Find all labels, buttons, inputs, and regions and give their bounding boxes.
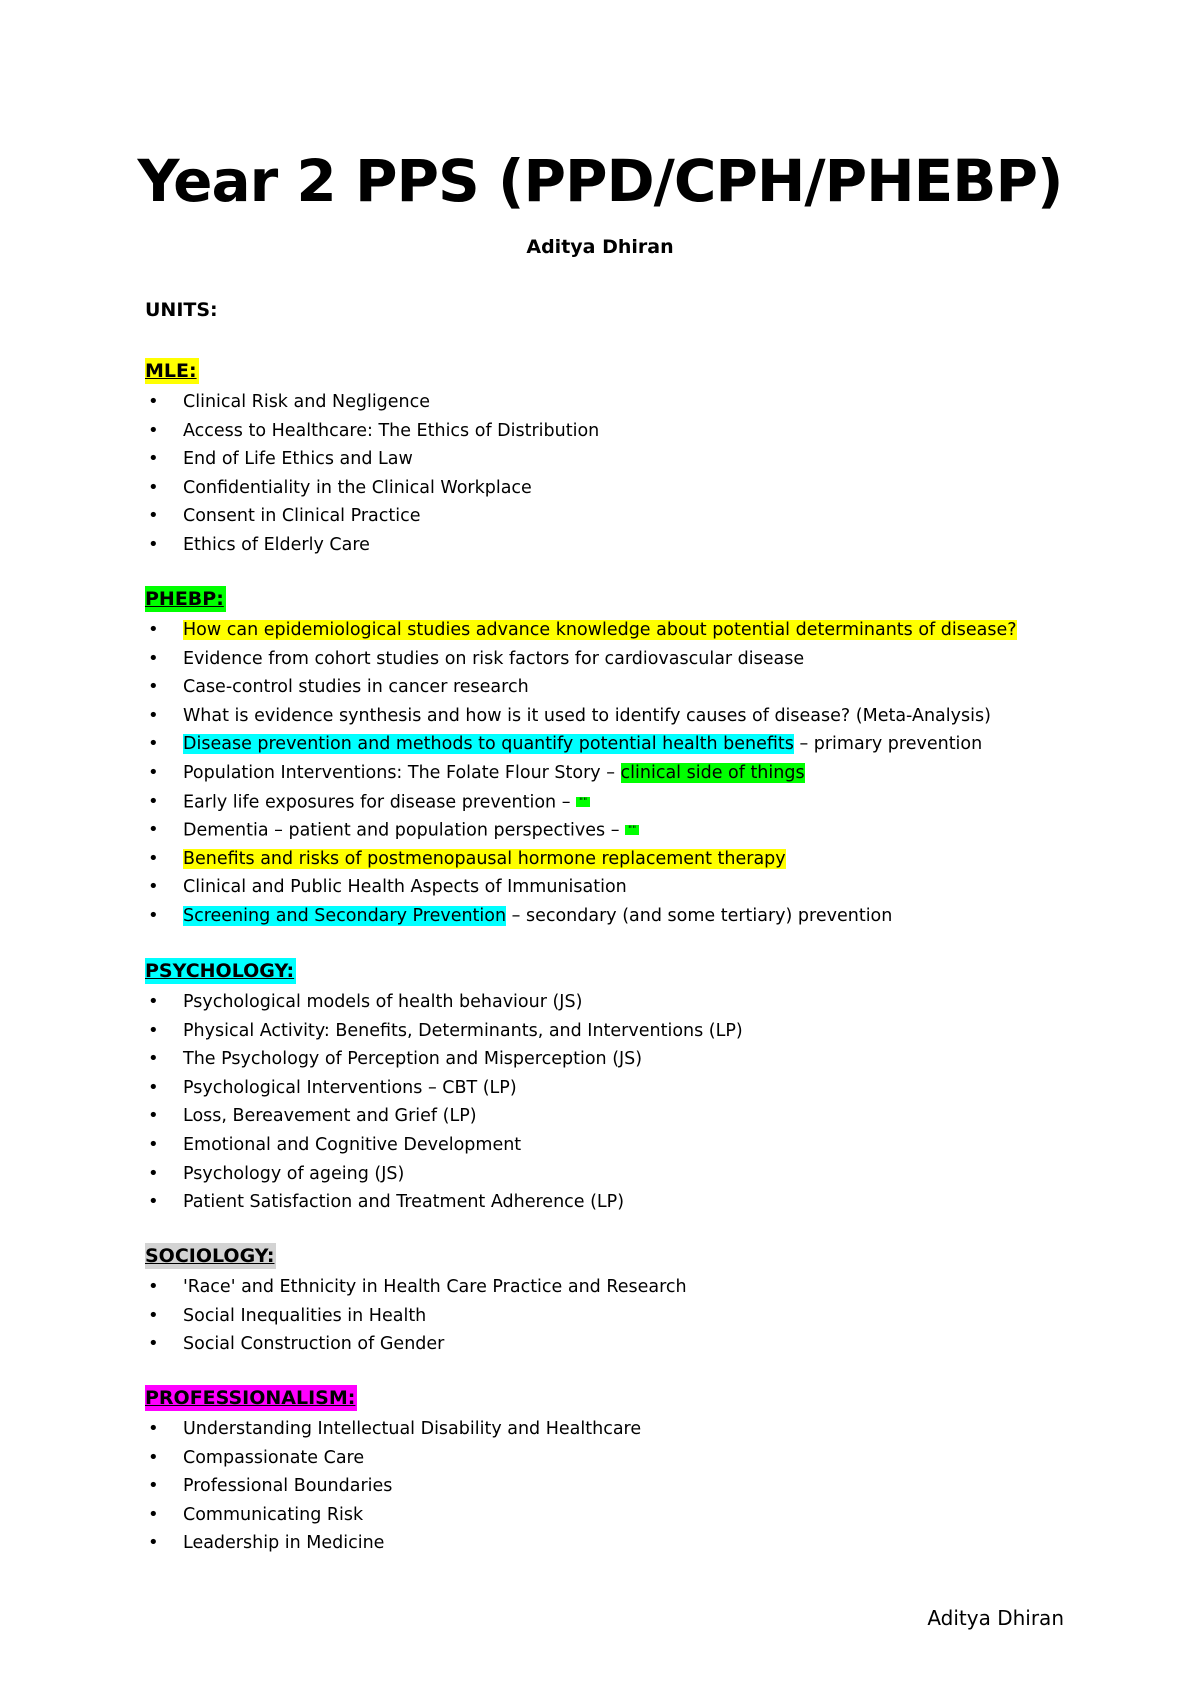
bullet-icon: • xyxy=(148,676,159,698)
list-item xyxy=(145,788,1085,817)
list-item-text: Early life exposures for disease prevention – xyxy=(183,791,577,812)
list-item-text: Case-control studies in cancer research xyxy=(183,677,529,698)
list-item xyxy=(145,702,1085,731)
list-item-text: Clinical and Public Health Aspects of Immunisation xyxy=(183,877,627,898)
list-item xyxy=(145,502,1085,531)
list-item-text: Emotional and Cognitive Development xyxy=(183,1134,522,1155)
list-item-text: Compassionate Care xyxy=(183,1447,365,1468)
section-heading-psychology: PSYCHOLOGY: xyxy=(145,960,295,982)
bullet-icon: • xyxy=(148,1418,159,1439)
bullet-icon: • xyxy=(148,991,159,1012)
list-item-text: Loss, Bereavement and Grief (LP) xyxy=(183,1106,477,1127)
list-item xyxy=(145,388,1085,417)
list-item-text: Social Construction of Gender xyxy=(183,1334,445,1355)
list-item-text-highlighted: Benefits and risks of postmenopausal hormone replacement therapy xyxy=(183,848,786,869)
list-item-text: Consent in Clinical Practice xyxy=(183,506,421,527)
list-item xyxy=(145,873,1085,902)
list-item-text: Psychological models of health behaviour (JS) xyxy=(183,992,583,1012)
psychology-list xyxy=(145,988,1085,1217)
list-item xyxy=(145,1188,1085,1217)
list-item-text: The Psychology of Perception and Misperception (JS) xyxy=(183,1049,643,1070)
bullet-icon: • xyxy=(148,1532,159,1554)
list-item-text-highlighted: Disease prevention and methods to quantify potential health benefits xyxy=(183,734,794,755)
list-item xyxy=(145,474,1085,503)
bullet-icon: • xyxy=(148,904,159,926)
list-item xyxy=(145,645,1085,674)
list-item xyxy=(145,1045,1085,1074)
list-item xyxy=(145,1444,1085,1473)
bullet-icon: • xyxy=(148,1076,159,1098)
bullet-icon: • xyxy=(148,619,159,640)
list-item-text: Dementia – patient and population perspectives – xyxy=(183,820,626,841)
bullet-icon: • xyxy=(148,1019,159,1041)
bullet-icon: • xyxy=(148,1276,159,1297)
ditto-mark-highlighted: "" xyxy=(576,797,590,807)
list-item-text: End of Life Ethics and Law xyxy=(183,449,413,470)
list-item xyxy=(145,1330,1085,1359)
list-item-text: Population Interventions: The Folate Flour Story – xyxy=(183,762,621,783)
list-item-text: Access to Healthcare: The Ethics of Distribution xyxy=(183,420,600,441)
list-item xyxy=(145,1102,1085,1131)
bullet-icon: • xyxy=(148,1446,159,1468)
section-heading-phebp: PHEBP: xyxy=(145,588,224,610)
bullet-icon: • xyxy=(148,533,159,555)
list-item-text: – secondary (and some tertiary) prevention xyxy=(506,905,893,926)
section-phebp xyxy=(145,586,1085,931)
list-item xyxy=(145,845,1085,874)
section-psychology xyxy=(145,958,1085,1217)
bullet-icon: • xyxy=(148,790,159,812)
bullet-icon: • xyxy=(148,391,159,412)
list-item xyxy=(145,1160,1085,1189)
section-sociology xyxy=(145,1243,1085,1359)
list-item xyxy=(145,902,1085,931)
list-item-text: – primary prevention xyxy=(793,734,983,755)
bullet-icon: • xyxy=(148,876,159,898)
list-item xyxy=(145,616,1085,645)
units-label: UNITS: xyxy=(145,299,218,321)
bullet-icon: • xyxy=(148,1333,159,1355)
list-item xyxy=(145,1529,1085,1558)
list-item xyxy=(145,1501,1085,1530)
list-item xyxy=(145,816,1085,845)
list-item-text: Patient Satisfaction and Treatment Adherence (LP) xyxy=(183,1192,625,1213)
list-item-text-highlighted: clinical side of things xyxy=(620,762,805,783)
list-item-text: Physical Activity: Benefits, Determinants, and Interventions (LP) xyxy=(183,1020,743,1041)
list-item-text: Leadership in Medicine xyxy=(183,1533,385,1554)
list-item-text: Communicating Risk xyxy=(183,1504,364,1525)
bullet-icon: • xyxy=(148,1191,159,1213)
list-item xyxy=(145,531,1085,560)
list-item-text: Social Inequalities in Health xyxy=(183,1305,427,1326)
list-item xyxy=(145,417,1085,446)
list-item-text: Ethics of Elderly Care xyxy=(183,534,370,555)
document-title: Year 2 PPS (PPD/CPH/PHEBP) xyxy=(137,147,1063,215)
page-footer-author: Aditya Dhiran xyxy=(927,1606,1064,1630)
list-item-text: What is evidence synthesis and how is it used to identify causes of disease? (Meta-Analysis) xyxy=(183,705,991,726)
section-heading-sociology: SOCIOLOGY: xyxy=(145,1245,275,1267)
list-item-text: Clinical Risk and Negligence xyxy=(183,392,431,412)
list-item xyxy=(145,1302,1085,1331)
bullet-icon: • xyxy=(148,1475,159,1497)
bullet-icon: • xyxy=(148,1304,159,1326)
bullet-icon: • xyxy=(148,448,159,470)
bullet-icon: • xyxy=(148,819,159,841)
bullet-icon: • xyxy=(148,419,159,441)
list-item-text: Evidence from cohort studies on risk factors for cardiovascular disease xyxy=(183,648,805,669)
bullet-icon: • xyxy=(148,704,159,726)
phebp-list xyxy=(145,616,1085,931)
list-item xyxy=(145,1131,1085,1160)
bullet-icon: • xyxy=(148,476,159,498)
list-item-text: Professional Boundaries xyxy=(183,1476,393,1497)
bullet-icon: • xyxy=(148,505,159,527)
list-item xyxy=(145,1074,1085,1103)
bullet-icon: • xyxy=(148,733,159,755)
list-item xyxy=(145,988,1085,1017)
bullet-icon: • xyxy=(148,1162,159,1184)
list-item-text: Understanding Intellectual Disability and Healthcare xyxy=(183,1419,642,1439)
list-item xyxy=(145,445,1085,474)
bullet-icon: • xyxy=(148,1105,159,1127)
section-heading-professionalism: PROFESSIONALISM: xyxy=(145,1387,356,1409)
list-item xyxy=(145,759,1085,788)
document-author: Aditya Dhiran xyxy=(526,236,674,258)
list-item xyxy=(145,1415,1085,1444)
bullet-icon: • xyxy=(148,1503,159,1525)
sociology-list xyxy=(145,1273,1085,1359)
list-item xyxy=(145,1472,1085,1501)
mle-list xyxy=(145,388,1085,560)
list-item-text: Confidentiality in the Clinical Workplace xyxy=(183,477,532,498)
list-item xyxy=(145,1273,1085,1302)
list-item-text: 'Race' and Ethnicity in Health Care Practice and Research xyxy=(183,1277,687,1297)
list-item-text: Psychology of ageing (JS) xyxy=(183,1163,405,1184)
list-item xyxy=(145,730,1085,759)
bullet-icon: • xyxy=(148,647,159,669)
list-item xyxy=(145,673,1085,702)
bullet-icon: • xyxy=(148,1133,159,1155)
section-mle xyxy=(145,358,1085,560)
section-heading-mle: MLE: xyxy=(145,360,197,382)
professionalism-list xyxy=(145,1415,1085,1558)
section-professionalism xyxy=(145,1385,1085,1558)
list-item-text: Psychological Interventions – CBT (LP) xyxy=(183,1077,517,1098)
bullet-icon: • xyxy=(148,761,159,783)
list-item-text-highlighted: Screening and Secondary Prevention xyxy=(183,905,507,926)
list-item-text-highlighted: How can epidemiological studies advance knowledge about potential determinants of disease? xyxy=(183,620,1017,640)
list-item xyxy=(145,1017,1085,1046)
bullet-icon: • xyxy=(148,847,159,869)
bullet-icon: • xyxy=(148,1048,159,1070)
ditto-mark-highlighted: "" xyxy=(625,825,639,835)
